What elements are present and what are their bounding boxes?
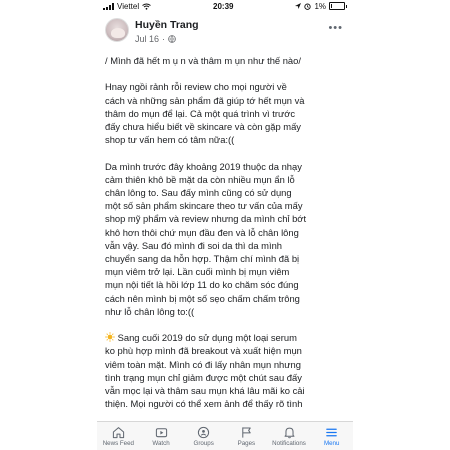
globe-icon [168, 35, 176, 43]
tab-groups[interactable] [182, 422, 225, 450]
tab-watch-label: Watch [152, 439, 170, 447]
battery-icon [329, 2, 345, 10]
tab-news-feed[interactable] [97, 422, 140, 450]
status-left [103, 2, 151, 11]
tab-bar [97, 421, 353, 450]
post-title: / Mình đã hết m ụ n và thâm m ụn như thế nào/ [105, 55, 301, 66]
post-paragraph-breakout-text: Sang cuối 2019 do sử dụng một loại serum ko phù hợp mình đã breakout và xuất hiện mụn viêm toàn mặt. Mình có đi lấy nhân mụn nhưng tình trạng mụn chỉ giảm được một chút sau đấy vẫn mọc lại và thâm sau mụn khá lâu mãi ko cải thiện. Mọi người có thể xem ảnh để thấy rõ tình [105, 332, 305, 410]
status-time: 20:39 [213, 1, 234, 11]
tab-watch[interactable] [140, 422, 183, 450]
post-body [105, 54, 349, 424]
watch-icon [155, 426, 168, 439]
status-bar [97, 0, 353, 12]
carrier-name: Viettel [117, 1, 140, 11]
post-paragraph-intro: Hnay ngồi rảnh rỗi review cho mọi người về cách và những sản phẩm đã giúp tớ hết mụn và thâm do mụn để lại. Cả một quá trình vì trước đấy chưa hiểu biết về skincare và còn gặp mấy shop tư vấn hem có tâm nữa:(( [105, 81, 305, 146]
groups-icon [197, 426, 210, 439]
tab-notifications-label: Notifications [272, 439, 306, 447]
author-name[interactable]: Huyền Trang [135, 19, 199, 31]
tab-notifications[interactable] [268, 422, 311, 450]
status-right [295, 2, 347, 11]
signal-icon [103, 3, 114, 10]
bell-icon [283, 426, 296, 439]
post-paragraph-breakout [105, 331, 349, 410]
post-date[interactable]: Jul 16 [135, 34, 160, 44]
post-header [97, 14, 353, 52]
post-paragraph-history: Da mình trước đây khoảng 2019 thuộc da nhạy cảm thiên khô bề mặt da còn nhiều mụn ẩn lỗ chân lông to. Sau đấy mình cũng có sử dụng một số sản phẩm skincare theo tư vấn của mấy shop mỹ phẩm và review nhưng da mình chỉ bớt khô hơn thôi chứ mụn đầu đen và lỗ chân lông vẫn vậy. Sau đó mình đi soi da thì da mình chuyển sang da hỗn hợp. Thậm chí mình đã bị mụn viêm trở lại. Lần cuối mình bị mụn viêm mụn nội tiết là hồi lớp 11 do ko chăm sóc đúng cách nên mình bị một số sẹo chấm chấm trông như lỗ chân lông to:(( [105, 160, 307, 317]
phone-screen [97, 0, 353, 450]
pages-icon [240, 426, 253, 439]
more-options-icon[interactable]: ••• [328, 22, 343, 34]
post-meta [135, 34, 176, 44]
meta-separator-icon: · [162, 34, 166, 44]
tab-news-feed-label: News Feed [102, 439, 134, 447]
sun-emoji-icon [105, 332, 115, 342]
tab-menu[interactable] [310, 422, 353, 450]
tab-menu-label: Menu [323, 439, 340, 447]
battery-percent: 1% [314, 1, 326, 11]
tab-pages-label: Pages [237, 439, 256, 447]
menu-icon [325, 426, 338, 439]
wifi-icon [142, 3, 151, 10]
tab-groups-label: Groups [193, 439, 214, 447]
alarm-icon [304, 3, 311, 10]
news-feed-icon [112, 426, 125, 439]
battery-tip-icon [346, 5, 347, 8]
avatar[interactable] [105, 18, 129, 42]
location-icon [295, 3, 301, 9]
tab-pages[interactable] [225, 422, 268, 450]
